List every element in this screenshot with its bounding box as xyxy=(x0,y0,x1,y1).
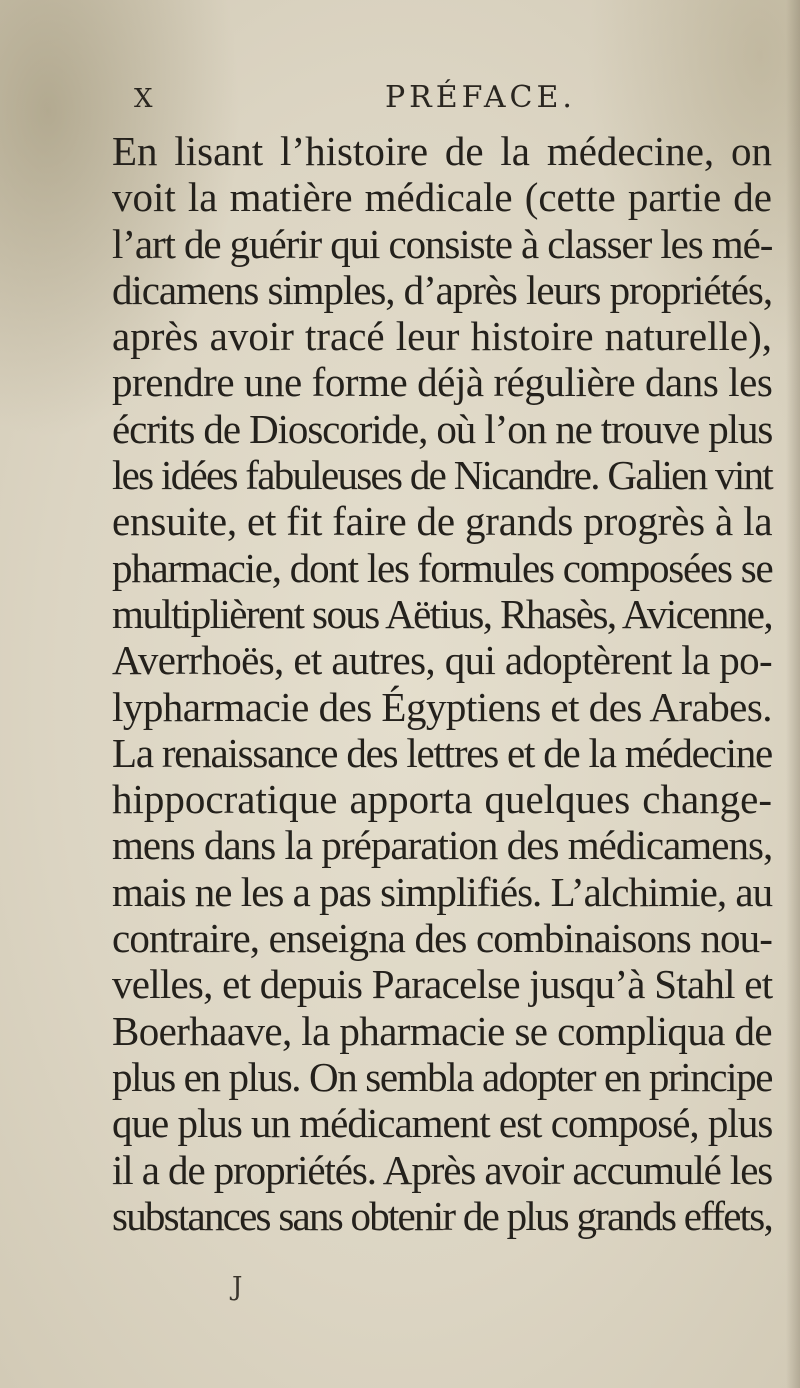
text-line: après avoir tracé leur histoire naturelle), xyxy=(112,313,772,360)
page-spine-shadow xyxy=(786,0,800,1388)
text-line: il a de propriétés. Après avoir accumulé les xyxy=(112,1146,773,1193)
text-line: les idées fabuleuses de Nicandre. Galien vint xyxy=(112,452,772,499)
text-line: prendre une forme déjà régulière dans les xyxy=(112,359,773,406)
running-header: PRÉFACE. xyxy=(385,80,576,115)
signature-mark: J xyxy=(232,1272,243,1302)
header-mark: X xyxy=(134,84,153,114)
text-line: multiplièrent sous Aëtius, Rhasès, Avicenne, xyxy=(112,590,773,637)
text-line: pharmacie, dont les formules composées se xyxy=(112,544,773,591)
text-line: mais ne les a pas simplifiés. L’alchimie, au xyxy=(112,868,773,915)
body-text xyxy=(112,128,772,1239)
text-line: substances sans obtenir de plus grands effets, xyxy=(112,1192,772,1239)
text-line: lypharmacie des Égyptiens et des Arabes. xyxy=(112,683,772,730)
text-line: plus en plus. On sembla adopter en principe xyxy=(112,1053,772,1100)
text-line: voit la matière médicale (cette partie de xyxy=(112,174,772,221)
text-line: La renaissance des lettres et de la médecine xyxy=(112,729,772,776)
text-line: Averrhoës, et autres, qui adoptèrent la po- xyxy=(112,637,772,684)
text-line: l’art de guérir qui consiste à classer les mé- xyxy=(112,220,773,267)
text-line: velles, et depuis Paracelse jusqu’à Stahl et xyxy=(112,961,773,1008)
text-line: écrits de Dioscoride, où l’on ne trouve plus xyxy=(112,405,773,452)
text-line: dicamens simples, d’après leurs propriétés, xyxy=(112,266,772,313)
text-line: ensuite, et fit faire de grands progrès à la xyxy=(112,498,773,545)
text-line: En lisant l’histoire de la médecine, on xyxy=(112,128,772,174)
text-line: Boerhaave, la pharmacie se compliqua de xyxy=(112,1007,773,1054)
text-line: hippocratique apporta quelques change- xyxy=(112,776,772,823)
text-line: que plus un médicament est composé, plus xyxy=(112,1100,773,1147)
text-line: mens dans la préparation des médicamens, xyxy=(112,822,773,869)
text-line: contraire, enseigna des combinaisons nou- xyxy=(112,915,772,962)
